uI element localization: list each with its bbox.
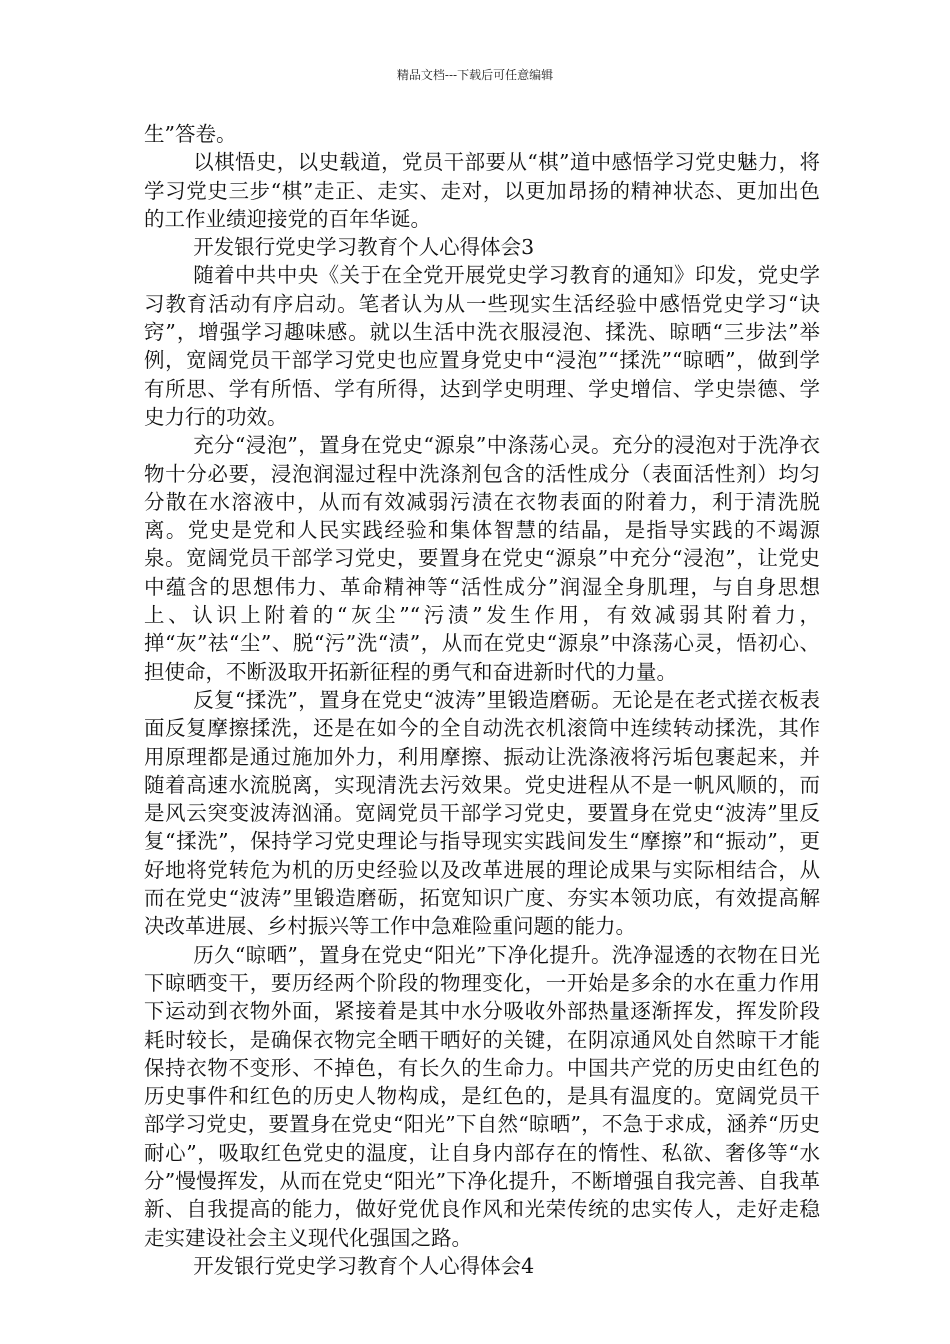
paragraph: 历久“晾晒”，置身在党史“阳光”下净化提升。洗净湿透的衣物在日光下晾晒变干，要历经两个阶段的物理变化，一开始是多余的水在重力作用下运动到衣物外面，紧接着是其中水分吸收外部热量逐渐挥发，挥发阶段耗时较长，是确保衣物完全晒干晒好的关键，在阴凉通风处自然晾干才能保持衣物不变形、不掉色，有长久的生命力。中国共产党的历史由红色的历史事件和红色的历史人物构成，是红色的，是具有温度的。宽阔党员干部学习党史，要置身在党史“阳光”下自然“晾晒”，不急于求成，涵养“历史耐心”，吸取红色党史的温度，让自身内部存在的惰性、私欲、奢侈等“水分”慢慢挥发，从而在党史“阳光”下净化提升，不断增强自我完善、自我革新、自我提高的能力，做好党优良作风和光荣传统的忠实传人，走好走稳走实建设社会主义现代化强国之路。 <box>144 942 820 1250</box>
page-header: 精品文档---下载后可任意编辑 <box>396 68 554 82</box>
paragraph-continuation: 生”答卷。 <box>144 122 237 146</box>
section-heading: 开发银行党史学习教育个人心得体会3 <box>193 235 535 260</box>
paragraph: 随着中共中央《关于在全党开展党史学习教育的通知》印发，党史学习教育活动有序启动。笔者认为从一些现实生活经验中感悟党史学习“诀窍”，增强学习趣味感。就以生活中洗衣服浸泡、揉洗、晾晒“三步法”举例，宽阔党员干部学习党史也应置身党史中“浸泡”“揉洗”“晾晒”，做到学有所思、学有所悟、学有所得，达到学史明理、学史增信、学史崇德、学史力行的功效。 <box>144 263 820 429</box>
paragraph: 反复“揉洗”，置身在党史“波涛”里锻造磨砺。无论是在老式搓衣板表面反复摩擦揉洗，还是在如今的全自动洗衣机滚筒中连续转动揉洗，其作用原理都是通过施加外力，利用摩擦、振动让洗涤液将污垢包裹起来，并随着高速水流脱离，实现清洗去污效果。党史进程从不是一帆风顺的，而是风云突变波涛汹涌。宽阔党员干部学习党史，要置身在党史“波涛”里反复“揉洗”，保持学习党史理论与指导现实实践间发生“摩擦”和“振动”，更好地将党转危为机的历史经验以及改革进展的理论成果与实际相结合，从而在党史“波涛”里锻造磨砺，拓宽知识广度、夯实本领功底，有效提高解决改革进展、乡村振兴等工作中急难险重问题的能力。 <box>144 687 820 939</box>
paragraph: 充分“浸泡”，置身在党史“源泉”中涤荡心灵。充分的浸泡对于洗净衣物十分必要，浸泡润湿过程中洗涤剂包含的活性成分（表面活性剂）均匀分散在水溶液中，从而有效减弱污渍在衣物表面的附着力，利于清洗脱离。党史是党和人民实践经验和集体智慧的结晶，是指导实践的不竭源泉。宽阔党员干部学习党史，要置身在党史“源泉”中充分“浸泡”，让党史中蕴含的思想伟力、革命精神等“活性成分”润湿全身肌理，与自身思想上、认识上附着的“灰尘”“污渍”发生作用，有效减弱其附着力，掸“灰”祛“尘”、脱“污”洗“渍”，从而在党史“源泉”中涤荡心灵，悟初心、担使命，不断汲取开拓新征程的勇气和奋进新时代的力量。 <box>144 433 820 684</box>
paragraph: 以棋悟史，以史载道，党员干部要从“棋”道中感悟学习党史魅力，将学习党史三步“棋”走正、走实、走对，以更加昂扬的精神状态、更加出色的工作业绩迎接党的百年华诞。 <box>144 150 820 231</box>
section-heading: 开发银行党史学习教育个人心得体会4 <box>193 1253 535 1278</box>
document-body <box>144 120 820 1280</box>
